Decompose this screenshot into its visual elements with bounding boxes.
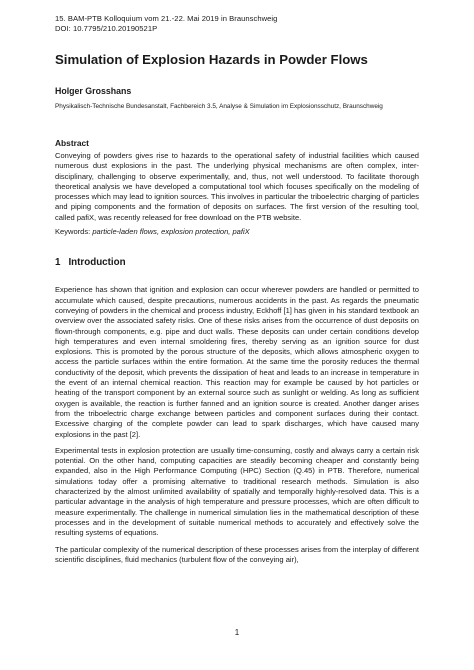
- keywords-label: Keywords:: [55, 227, 91, 237]
- body-paragraph: The particular complexity of the numerical description of these processes arises from the interplay of different scientific disciplines, fluid mechanics (turbulent flow of the conveying air),: [55, 544, 419, 564]
- author-affiliation: Physikalisch-Technische Bundesanstalt, Fachbereich 3.5, Analyse & Simulation im Explosionsschutz, Braunschweig: [55, 103, 383, 110]
- doi-line: DOI: 10.7795/210.20190521P: [55, 24, 158, 33]
- abstract-heading: Abstract: [55, 138, 89, 148]
- section-number: 1: [55, 257, 61, 269]
- paper-title: Simulation of Explosion Hazards in Powder Flows: [55, 52, 368, 67]
- page-number: 1: [234, 628, 240, 637]
- abstract-text: Conveying of powders gives rise to hazards to the operational safety of industrial facilities which caused numerous dust explosions in the past. The underlying physical mechanisms are often complex, inter-disciplinary, challenging to observe experimentally, and, thus, not well understood. To facilitate thorough theoretical analysis we have developed a computational tool which focuses specifically on the modeling of processes which may lead to ignition sources. This involves in particular the triboelectric charging of particles and piping components and the formation of deposits on surfaces. The first version of the resulting tool, called pafiX, was recently released for free download on the PTB website.: [55, 151, 419, 222]
- conference-line: 15. BAM-PTB Kolloquium vom 21.-22. Mai 2019 in Braunschweig: [55, 14, 278, 23]
- body-paragraph: Experimental tests in explosion protection are usually time-consuming, costly and always carry a certain risk potential. On the other hand, computing capacities are steadily becoming cheaper and constantly being expanded, also in the High Performance Computing (HPC) Section (Q.45) in PTB. Therefore, numerical simulations today offer a promising alternative to traditional research methods. Simulation is also characterized by the almost unlimited availability of spatially and temporally highly-resolved data. This is a particular advantage in the analysis of high temperature and pressure processes, which are often difficult to measure experimentally. The challenge in numerical simulation lies in the mathematical description of these processes and in the development of suitable numerical methods to accurately and effectively solve the resulting systems of equations.: [55, 445, 419, 538]
- author-name: Holger Grosshans: [55, 86, 132, 96]
- section-heading: [55, 257, 419, 269]
- keywords-line: [55, 227, 419, 237]
- body-paragraph: Experience has shown that ignition and explosion can occur wherever powders are handled or permitted to accumulate which caused, despite precautions, numerous accidents in the past. As regards the pneumatic conveying of powders in the chemical and process industry, Eckhoff [1] has given in his standard textbook an overview over the associated safety risks. One of these risks arises from the occurrence of dust deposits on flown-through components, e.g. pipe and duct walls. These deposits can under certain conditions develop high temperatures and even internal smoldering fires, thereby serving as an ignition source for dust explosions. This is promoted by the porous structure of the deposits, which allows atmospheric oxygen to access the particle surfaces within the entire formation. At the same time the porosity reduces the thermal conductivity of the deposit, which prevents the dissipation of heat and leads to an increase in temperature in the event of an internal chemical reaction. This reaction may for example be caused by hot particles or heating of the transport component by an external source such as sunlight or welding. As long as sufficient oxygen is available, the reaction is further fanned and an ignition source is created. Another danger arises from the triboelectric charge exchange between particles and component surfaces during their contact. Excessive charging of the complete powder can lead to spark discharges, which have caused many explosions in the past [2].: [55, 285, 419, 439]
- section-title: Introduction: [68, 257, 126, 269]
- keywords-list: particle-laden flows, explosion protection, pafiX: [92, 227, 250, 237]
